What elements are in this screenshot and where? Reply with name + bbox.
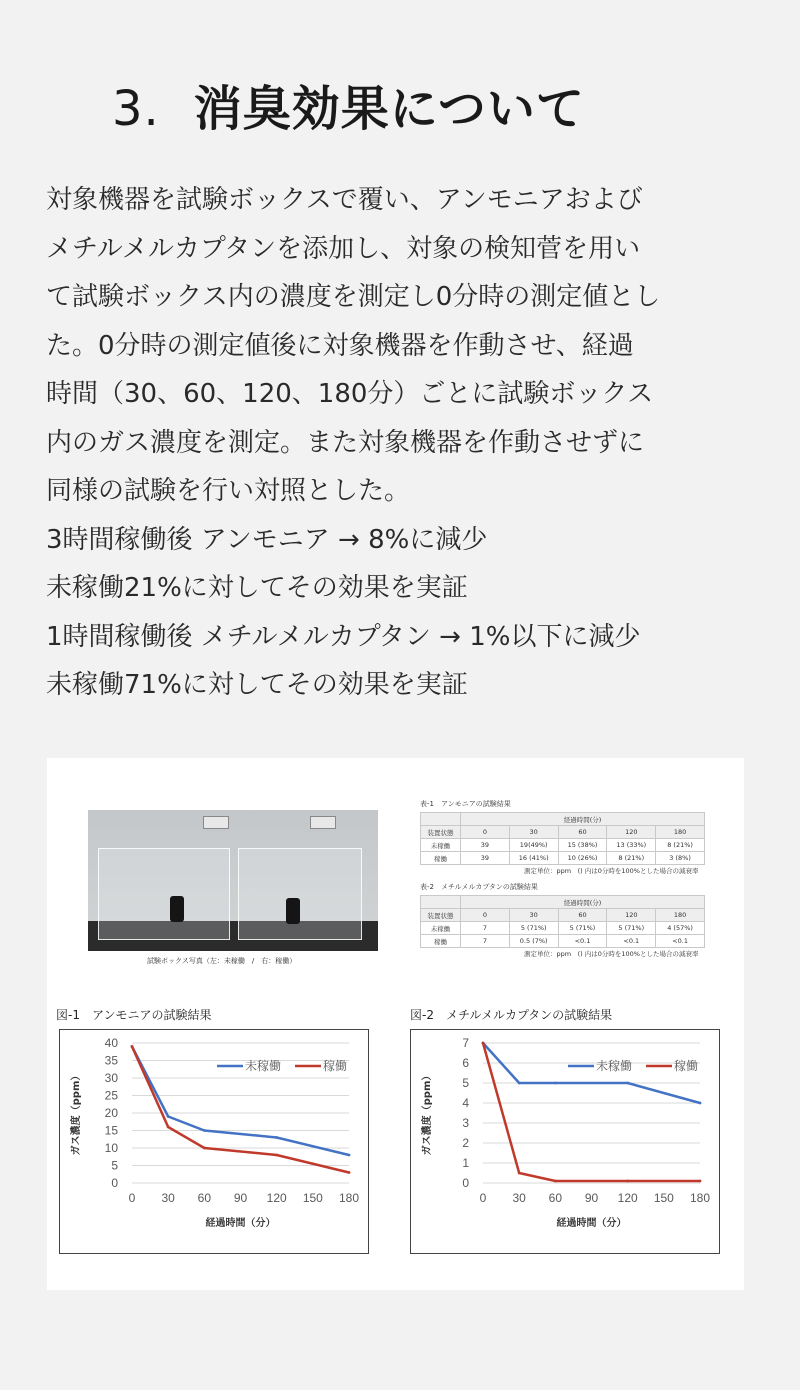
y-tick-label: 7 xyxy=(462,1036,469,1050)
y-tick-label: 0 xyxy=(111,1176,118,1190)
text-line: 内のガス濃度を測定。また対象機器を作動させずに xyxy=(46,427,645,458)
table-cell: 0.5 (7%) xyxy=(509,935,558,948)
x-tick-label: 120 xyxy=(617,1191,638,1205)
data-point xyxy=(626,1180,629,1183)
table-cell: 13 (33%) xyxy=(607,839,656,852)
x-tick-label: 180 xyxy=(689,1191,711,1205)
left-meter xyxy=(203,816,229,829)
y-tick-label: 2 xyxy=(462,1136,469,1150)
table-row xyxy=(421,935,705,948)
x-tick-label: 0 xyxy=(128,1191,136,1205)
y-tick-label: 5 xyxy=(462,1076,469,1090)
data-point xyxy=(167,1115,170,1118)
table-header: 180 xyxy=(656,909,705,922)
table-1-title: 表-1 アンモニアの試験結果 xyxy=(420,800,511,808)
table-cell: 7 xyxy=(461,935,510,948)
x-tick-label: 60 xyxy=(548,1191,563,1205)
x-tick-label: 60 xyxy=(197,1191,212,1205)
table-cell: 5 (71%) xyxy=(558,922,607,935)
result-line: 未稼働71%に対してその効果を実証 xyxy=(46,670,468,700)
data-point xyxy=(626,1082,629,1085)
table-cell: 5 (71%) xyxy=(509,922,558,935)
table-cell: <0.1 xyxy=(656,935,705,948)
data-point xyxy=(275,1154,278,1157)
left-test-box xyxy=(98,848,230,940)
x-tick-label: 180 xyxy=(338,1191,360,1205)
table-cell: 5 (71%) xyxy=(607,922,656,935)
table-header: 120 xyxy=(607,826,656,839)
y-tick-label: 20 xyxy=(104,1106,118,1120)
description-text xyxy=(46,176,766,710)
y-tick-label: 40 xyxy=(104,1036,118,1050)
table-header: 30 xyxy=(509,909,558,922)
y-tick-label: 3 xyxy=(462,1116,469,1130)
table-cell: 稼働 xyxy=(421,852,461,865)
y-tick-label: 35 xyxy=(104,1053,118,1068)
y-axis-label: ガス濃度（ppm） xyxy=(422,1070,433,1156)
chart-1-title: 図-1 アンモニアの試験結果 xyxy=(56,1008,212,1022)
x-tick-label: 150 xyxy=(302,1191,323,1205)
table-header: 0 xyxy=(461,909,510,922)
data-point xyxy=(699,1180,702,1183)
section-heading xyxy=(112,70,585,139)
test-box-photo xyxy=(88,810,378,951)
data-point xyxy=(275,1136,278,1139)
x-tick-label: 30 xyxy=(161,1191,175,1205)
table-cell: <0.1 xyxy=(558,935,607,948)
data-point xyxy=(203,1129,206,1132)
section-number: 3. xyxy=(112,81,160,137)
table-cell: 8 (21%) xyxy=(656,839,705,852)
table-row xyxy=(421,852,705,865)
table-row xyxy=(421,922,705,935)
y-tick-label: 10 xyxy=(104,1141,118,1155)
data-point xyxy=(203,1147,206,1150)
table-header: 装置状態 xyxy=(421,826,461,839)
table-cell: 8 (21%) xyxy=(607,852,656,865)
ammonia-chart xyxy=(59,1029,369,1254)
y-tick-label: 5 xyxy=(111,1158,118,1173)
x-tick-label: 30 xyxy=(512,1191,526,1205)
table-cell: <0.1 xyxy=(607,935,656,948)
y-tick-label: 30 xyxy=(104,1071,118,1085)
methyl-mercaptan-chart xyxy=(410,1029,720,1254)
right-test-box xyxy=(238,848,362,940)
text-line: 時間（30、60、120、180分）ごとに試験ボックス xyxy=(46,379,654,409)
table-cell: 未稼働 xyxy=(421,839,461,852)
data-point xyxy=(699,1102,702,1105)
y-tick-label: 4 xyxy=(462,1096,469,1110)
x-tick-label: 90 xyxy=(584,1191,599,1205)
left-device xyxy=(170,896,184,922)
table-cell: 19(49%) xyxy=(509,839,558,852)
data-point xyxy=(518,1172,521,1175)
table-cell xyxy=(421,896,461,909)
y-tick-label: 25 xyxy=(104,1088,118,1103)
legend-label: 未稼働 xyxy=(596,1059,633,1073)
table-header: 0 xyxy=(461,826,510,839)
table-header: 60 xyxy=(558,826,607,839)
text-line: 対象機器を試験ボックスで覆い、アンモニアおよび xyxy=(46,185,643,215)
section-title: 消臭効果について xyxy=(193,81,585,137)
data-point xyxy=(554,1082,557,1085)
table-cell: 10 (26%) xyxy=(558,852,607,865)
data-point xyxy=(348,1154,351,1157)
result-line: 3時間稼働後 アンモニア → 8%に減少 xyxy=(46,524,488,555)
result-line: 1時間稼働後 メチルメルカプタン → 1%以下に減少 xyxy=(46,621,641,652)
table-header: 180 xyxy=(656,826,705,839)
text-line: メチルメルカプタンを添加し、対象の検知菅を用い xyxy=(46,233,641,264)
table-2-title: 表-2 メチルメルカプタンの試験結果 xyxy=(420,883,538,891)
methyl-mercaptan-table xyxy=(420,895,705,948)
x-tick-label: 120 xyxy=(266,1191,287,1205)
x-tick-label: 90 xyxy=(233,1191,248,1205)
table-cell: 39 xyxy=(461,839,510,852)
data-point xyxy=(167,1126,170,1129)
table-cell: 39 xyxy=(461,852,510,865)
photo-caption: 試験ボックス写真（左：未稼働 / 右：稼働） xyxy=(147,957,297,965)
table-cell: 3 (8%) xyxy=(656,852,705,865)
legend-label: 稼働 xyxy=(674,1059,699,1073)
y-tick-label: 15 xyxy=(104,1123,118,1138)
table-cell: 4 (57%) xyxy=(656,922,705,935)
ammonia-table xyxy=(420,812,705,865)
table-cell: 稼働 xyxy=(421,935,461,948)
x-axis-label: 経過時間（分） xyxy=(556,1218,627,1229)
x-axis-label: 経過時間（分） xyxy=(205,1218,276,1229)
data-point xyxy=(554,1180,557,1183)
table-header: 装置状態 xyxy=(421,909,461,922)
text-line: て試験ボックス内の濃度を測定し0分時の測定値とし xyxy=(46,282,661,312)
table-header: 30 xyxy=(509,826,558,839)
table-cell: 16 (41%) xyxy=(509,852,558,865)
chart-2-title: 図-2 メチルメルカプタンの試験結果 xyxy=(410,1008,613,1022)
data-point xyxy=(482,1042,485,1045)
table-cell: 7 xyxy=(461,922,510,935)
table-1-note: 測定単位：ppm () 内は0分時を100%とした場合の減衰率 xyxy=(524,867,699,875)
data-point xyxy=(518,1082,521,1085)
table-cell: 未稼働 xyxy=(421,922,461,935)
y-tick-label: 6 xyxy=(462,1056,469,1070)
table-2-note: 測定単位：ppm () 内は0分時を100%とした場合の減衰率 xyxy=(524,950,699,958)
legend-label: 未稼働 xyxy=(245,1059,282,1073)
result-line: 未稼働21%に対してその効果を実証 xyxy=(46,573,468,603)
table-group-header: 経過時間(分) xyxy=(461,813,705,826)
y-tick-label: 1 xyxy=(462,1156,469,1170)
y-axis-label: ガス濃度（ppm） xyxy=(71,1070,82,1156)
table-group-header: 経過時間(分) xyxy=(461,896,705,909)
x-tick-label: 0 xyxy=(479,1191,487,1205)
table-header: 60 xyxy=(558,909,607,922)
data-point xyxy=(348,1171,351,1174)
right-meter xyxy=(310,816,336,829)
test-results-figure xyxy=(47,758,744,1290)
right-device xyxy=(286,898,300,924)
table-header: 120 xyxy=(607,909,656,922)
data-point xyxy=(131,1045,134,1048)
x-tick-label: 150 xyxy=(653,1191,674,1205)
table-row xyxy=(421,839,705,852)
y-tick-label: 0 xyxy=(462,1176,469,1190)
table-cell xyxy=(421,813,461,826)
legend-label: 稼働 xyxy=(323,1059,348,1073)
text-line: た。0分時の測定値後に対象機器を作動させ、経過 xyxy=(46,330,634,361)
text-line: 同様の試験を行い対照とした。 xyxy=(46,476,411,506)
table-cell: 15 (38%) xyxy=(558,839,607,852)
